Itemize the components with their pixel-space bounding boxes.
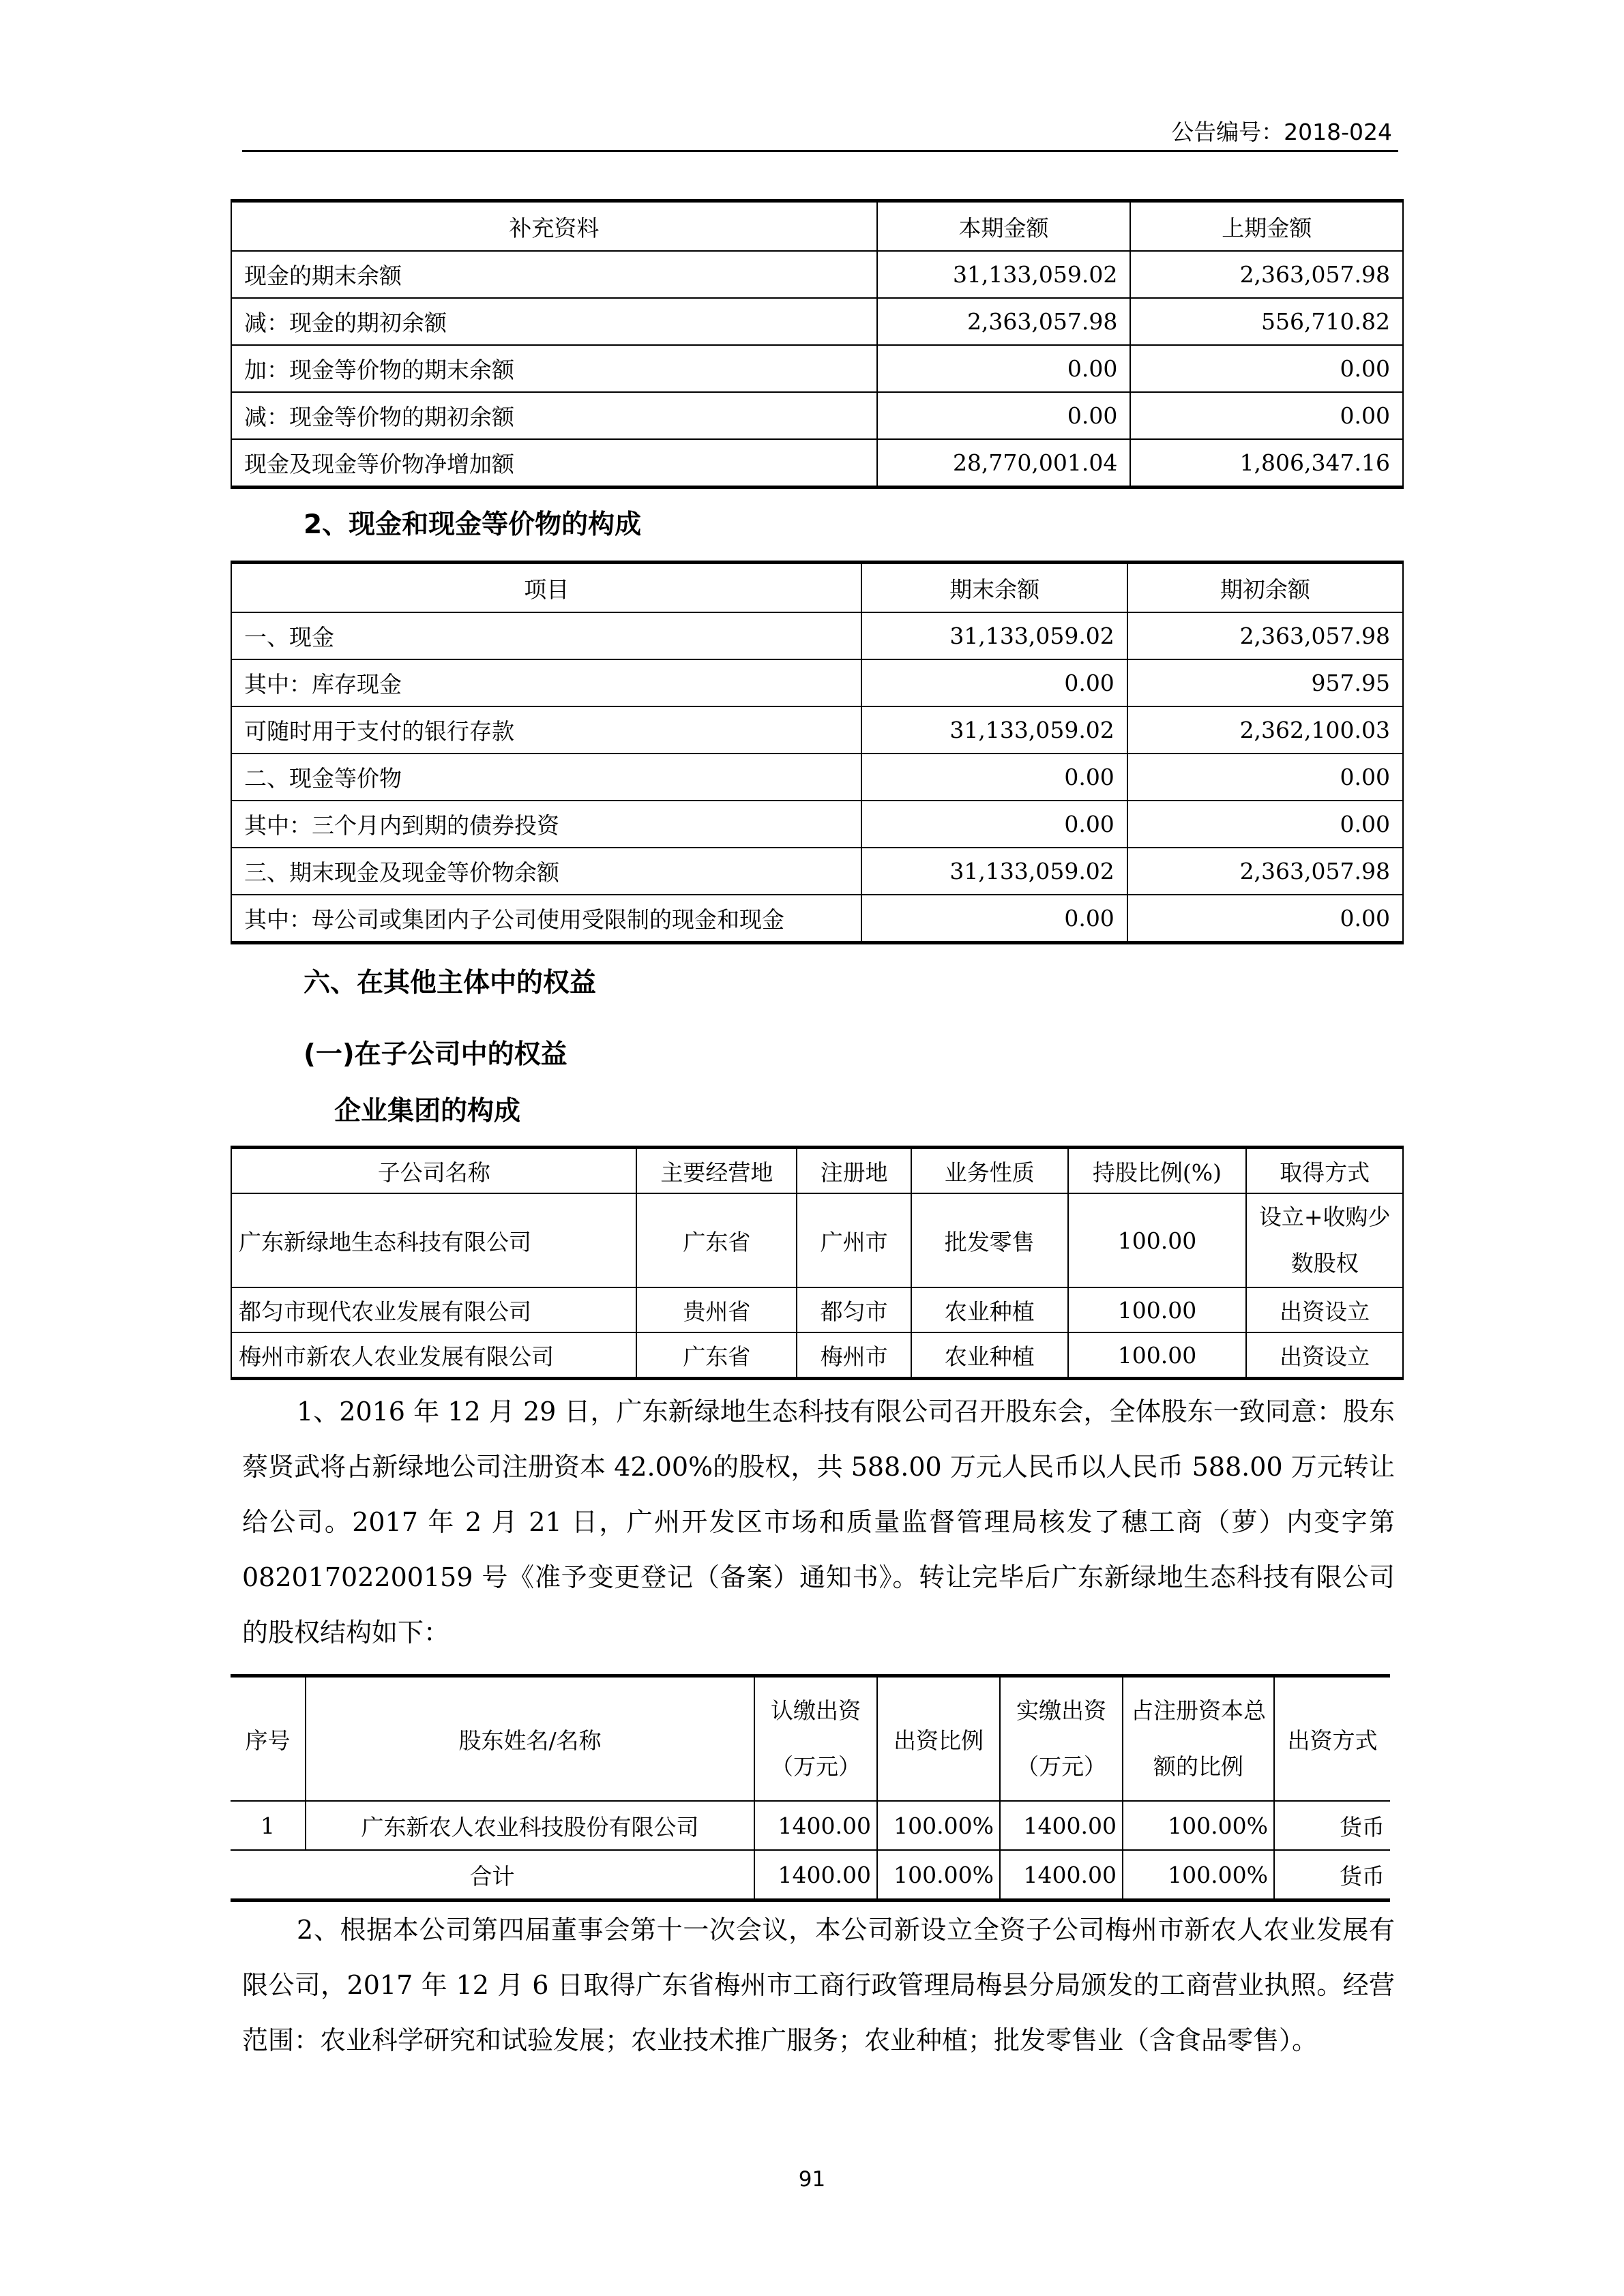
total-row: 合计 1400.00 100.00% 1400.00 100.00% 货币: [231, 1850, 1390, 1900]
column-header: 本期金额: [877, 201, 1131, 252]
table-row: 其中：三个月内到期的债券投资 0.00 0.00: [231, 801, 1403, 848]
table-row: 1 广东新农人农业科技股份有限公司 1400.00 100.00% 1400.00 100.00% 货币: [231, 1801, 1390, 1850]
column-header: 出资比例: [877, 1676, 1000, 1802]
table-row: 广东新绿地生态科技有限公司 广东省 广州市 批发零售 100.00 设立+收购少数股权: [231, 1193, 1403, 1287]
paragraph-1: 1、2016 年 12 月 29 日，广东新绿地生态科技有限公司召开股东会，全体股东一致同意：股东蔡贤武将占新绿地公司注册资本 42.00%的股权，共 588.00 万元人民币以人民币 588.00 万元转让给公司。2017 年 2 月 21 日，广州开发区市场和质量监督管理局核发了穗工商（萝）内变字第 08201702200159 号《准予变更登记（备案）通知书》。转让完毕后广东新绿地生态科技有限公司的股权结构如下：: [242, 1397, 1395, 1648]
column-header: 主要经营地: [636, 1148, 797, 1194]
cash-composition-table: [231, 561, 1404, 944]
header-rule: [242, 150, 1398, 152]
paragraph-2: 2、根据本公司第四届董事会第十一次会议，本公司新设立全资子公司梅州市新农人农业发展有限公司，2017 年 12 月 6 日取得广东省梅州市工商行政管理局梅县分局颁发的工商营业执照。经营范围：农业科学研究和试验发展；农业技术推广服务；农业种植；批发零售业（含食品零售）。: [242, 1915, 1395, 2055]
table-row: 其中：母公司或集团内子公司使用受限制的现金和现金 0.00 0.00: [231, 895, 1403, 943]
subsection-heading: (一)在子公司中的权益: [304, 1039, 567, 1070]
announcement-number: 公告编号：2018-024: [1171, 119, 1392, 145]
shareholding-table: [231, 1674, 1390, 1902]
table-row: 现金及现金等价物净增加额 28,770,001.04 1,806,347.16: [231, 439, 1403, 488]
table-row: 梅州市新农人农业发展有限公司 广东省 梅州市 农业种植 100.00 出资设立: [231, 1332, 1403, 1379]
section-heading: 2、现金和现金等价物的构成: [304, 509, 642, 540]
table-row: 现金的期末余额 31,133,059.02 2,363,057.98: [231, 251, 1403, 298]
column-header: 注册地: [797, 1148, 911, 1194]
page-number: 91: [798, 2167, 826, 2192]
subsection-heading: 企业集团的构成: [334, 1096, 521, 1127]
table-row: 加：现金等价物的期末余额 0.00 0.00: [231, 345, 1403, 392]
column-header: 出资方式: [1274, 1676, 1390, 1802]
column-header: 持股比例(%): [1068, 1148, 1247, 1194]
column-header: 期初余额: [1127, 563, 1403, 613]
column-header: 业务性质: [911, 1148, 1068, 1194]
column-header: 股东姓名/名称: [306, 1676, 754, 1802]
column-header: 补充资料: [231, 201, 877, 252]
column-header: 项目: [231, 563, 861, 613]
table-row: 减：现金等价物的期初余额 0.00 0.00: [231, 392, 1403, 439]
column-header: 序号: [231, 1676, 306, 1802]
table-row: 其中：库存现金 0.00 957.95: [231, 659, 1403, 706]
table-row: 三、期末现金及现金等价物余额 31,133,059.02 2,363,057.98: [231, 848, 1403, 895]
column-header: 期末余额: [861, 563, 1127, 613]
table-row: 一、现金 31,133,059.02 2,363,057.98: [231, 612, 1403, 659]
section-heading: 六、在其他主体中的权益: [304, 968, 597, 998]
supplementary-info-table: [231, 199, 1404, 489]
column-header: 取得方式: [1246, 1148, 1403, 1194]
subsidiaries-table: [231, 1146, 1404, 1380]
table-row: 可随时用于支付的银行存款 31,133,059.02 2,362,100.03: [231, 706, 1403, 754]
table-row: 都匀市现代农业发展有限公司 贵州省 都匀市 农业种植 100.00 出资设立: [231, 1287, 1403, 1332]
column-header: 认缴出资（万元）: [754, 1676, 877, 1802]
table-row: 减：现金的期初余额 2,363,057.98 556,710.82: [231, 298, 1403, 345]
column-header: 上期金额: [1130, 201, 1403, 252]
table-row: 二、现金等价物 0.00 0.00: [231, 754, 1403, 801]
column-header: 占注册资本总额的比例: [1123, 1676, 1274, 1802]
column-header: 实缴出资（万元）: [1000, 1676, 1123, 1802]
column-header: 子公司名称: [231, 1148, 636, 1194]
